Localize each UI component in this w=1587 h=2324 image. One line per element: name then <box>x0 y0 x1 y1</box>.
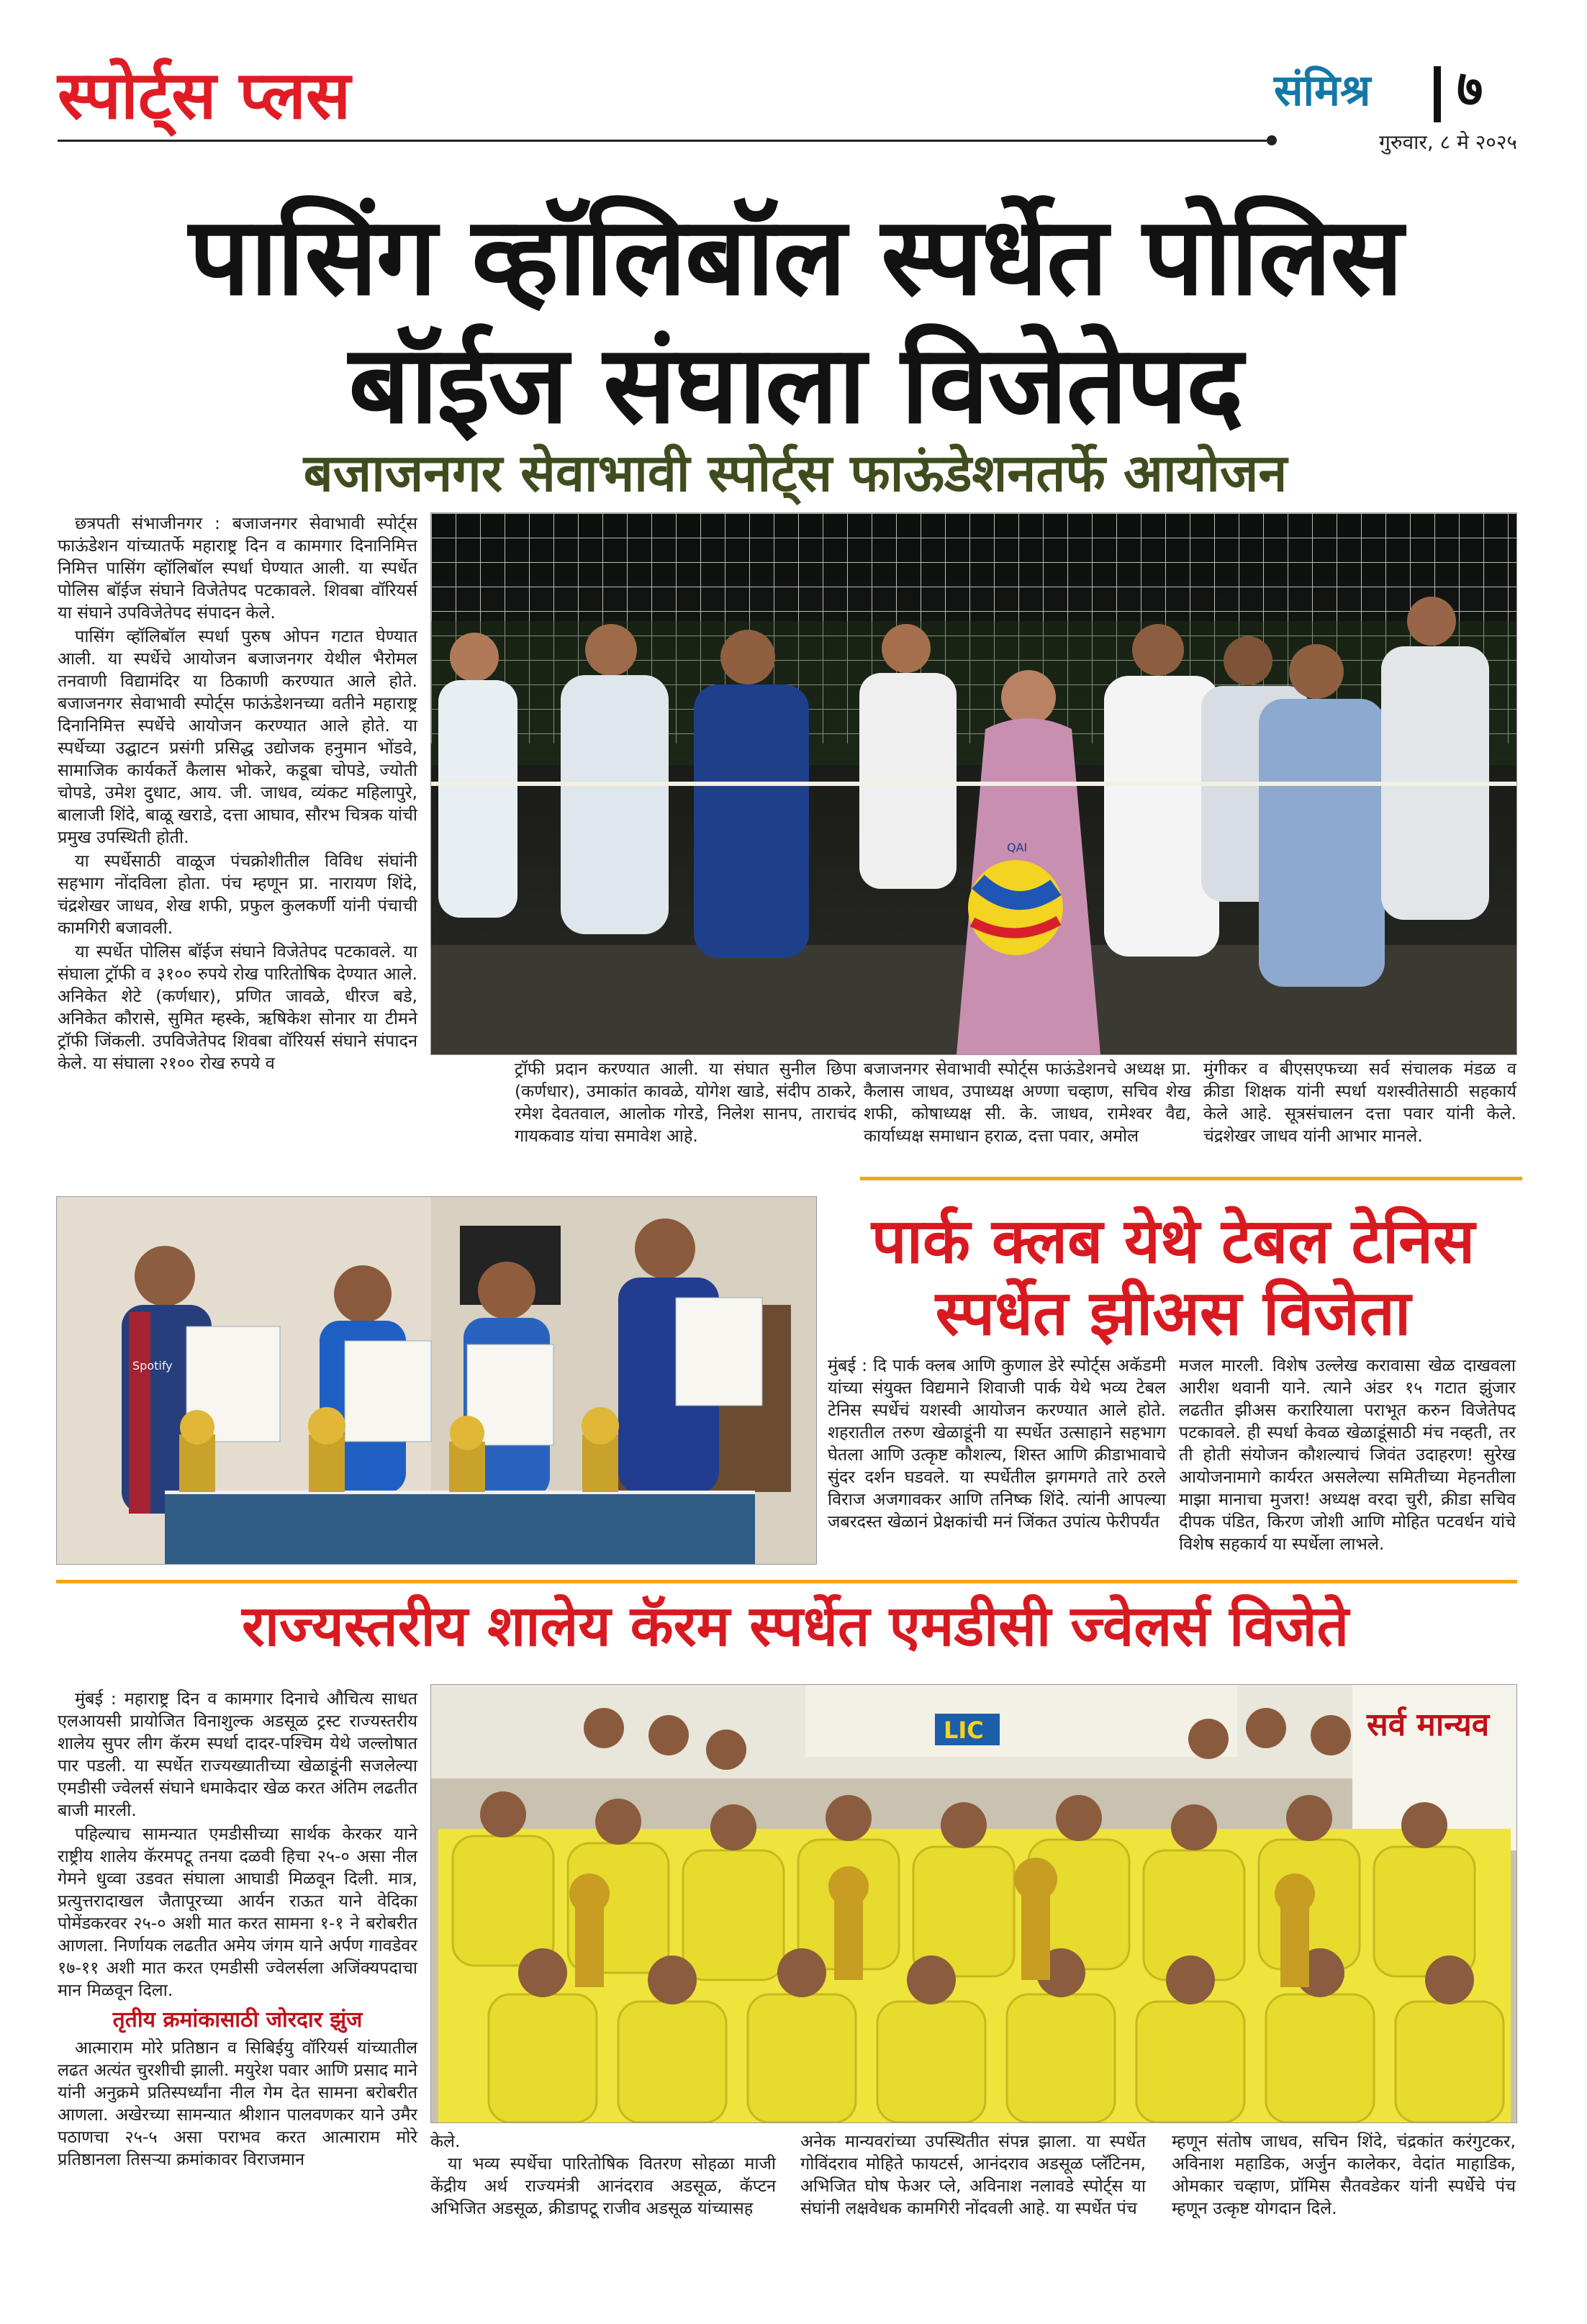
jersey-text: Spotify <box>132 1359 173 1373</box>
story1-column-3: बजाजनगर सेवाभावी स्पोर्ट्स फाऊंडेशनचे अध्यक्ष प्रा. कैलास जाधव, उपाध्यक्ष अण्णा चव्हाण, सचिव शेख शफी, कोषाध्यक्ष सी. के. जाधव, रामेश्वर वैद्य, कार्याध्यक्ष समाधान हराळ, दत्ता पवार, अमोल <box>864 1059 1191 1146</box>
story3-para: मुंबई : महाराष्ट्र दिन व कामगार दिनाचे औचित्य साधत एलआयसी प्रायोजित विनाशुल्क अडसूळ ट्रस्ट राज्यस्तरीय शालेय सुपर लीग कॅरम स्पर्धा दादर-पश्चिम येथे जल्लोषात पार पडली. या स्पर्धेत राज्यख्यातीच्या खेळाडूंनी सजलेल्या एमडीसी ज्वेलर्स संघाने धमाकेदार खेळ करत अंतिम लढतीत बाजी मारली. <box>58 1688 417 1820</box>
story3-para: आत्माराम मोरे प्रतिष्ठान व सिबिईयु वॉरियर्स यांच्यातील लढत अत्यंत चुरशीची झाली. मयुरेश पवार आणि प्रसाद माने यांनी अनुक्रमे प्रतिस्पर्ध्यांना नील गेम देत सामना बरोबरीत आणला. अखेरच्या सामन्यात श्रीशान पालवणकर याने उमैर पठाणचा २५-५ असा पराभव करत आत्माराम मोरे प्रतिष्ठानला तिसऱ्या क्रमांकावर विराजमान <box>58 2038 417 2169</box>
story3-column-3: अनेक मान्यवरांच्या उपस्थितीत संपन्न झाला. या स्पर्धेत गोविंदराव मोहिते फायटर्स, आनंदराव अडसूळ प्लॅटिनम, अभिजित घोष फेअर प्ले, अविनाश नलावडे स्पोर्ट्स या संघांनी लक्षवेधक कामगिरी नोंदवली आहे. या स्पर्धेत पंच <box>800 2131 1146 2218</box>
jersey-text: QAI <box>1007 841 1028 854</box>
story2-column-1: मुंबई : दि पार्क क्लब आणि कुणाल डेरे स्पोर्ट्स अकॅडमी यांच्या संयुक्त विद्यमाने शिवाजी पार्क येथे भव्य टेबल टेनिस स्पर्धेचं यशस्वी आयोजन करण्यात आले होते. शहरातील तरुण खेळाडूंनी या स्पर्धेत उत्साहाने सहभाग घेतला आणि उत्कृष्ट कौशल्य, शिस्त आणि क्रीडाभावाचे सुंदर दर्शन घडवले. या स्पर्धेतील झगमगते तारे ठरले विराज अजगावकर आणि तनिष्क शिंदे. त्यांनी आपल्या जबरदस्त खेळानं प्रेक्षकांची मनं जिंकत उपांत्य फेरीपर्यंत <box>828 1355 1166 1532</box>
section-divider-2 <box>56 1580 1517 1583</box>
banner-text: सर्व मान्यव <box>1367 1706 1490 1743</box>
story1-para: पासिंग व्हॉलिबॉल स्पर्धा पुरुष ओपन गटात घेण्यात आली. या स्पर्धेचे आयोजन बजाजनगर येथील भैरोमल तनवाणी विद्यामंदिर या ठिकाणी करण्यात आले होते. बजाजनगर सेवाभावी स्पोर्ट्स फाऊंडेशनच्या वतीने महाराष्ट्र दिनानिमित्त स्पर्धेचे आयोजन करण्यात आले होते. या स्पर्धेच्या उद्घाटन प्रसंगी प्रसिद्ध उद्योजक हनुमान भोंडवे, सामाजिक कार्यकर्ते कैलास भोकरे, कडूबा चोपडे, ज्योती चोपडे, उमेश दुधाट, आय. जी. जाधव, व्यंकट महिलापुरे, बालाजी शिंदे, बाळू खराडे, दत्ता आघाव, सौरभ चित्रक यांची प्रमुख उपस्थिती होती. <box>58 626 417 847</box>
story2-headline-line1: पार्क क्लब येथे टेबल टेनिस <box>871 1206 1475 1278</box>
story2-headline-line2: स्पर्धेत झीअस विजेता <box>935 1278 1411 1349</box>
masthead-title: स्पोर्ट्स प्लस <box>58 56 351 134</box>
issue-date: गुरुवार, ८ मे २०२५ <box>1379 130 1517 154</box>
table-tennis-photo-image <box>57 1197 816 1564</box>
story2-headline <box>828 1206 1519 1349</box>
story1-para: या स्पर्धेसाठी वाळूज पंचक्रोशीतील विविध संघांनी सहभाग नोंदविला होता. पंच म्हणून प्रा. नारायण शिंदे, चंद्रशेखर जाधव, शेख शफी, प्रफुल कुलकर्णी यांनी पंचाची कामगिरी बजावली. <box>58 851 417 938</box>
page-number: ७ <box>1457 58 1483 118</box>
volleyball-photo <box>430 512 1517 1055</box>
story1-column-2: ट्रॉफी प्रदान करण्यात आली. या संघात सुनील छिपा (कर्णधार), उमाकांत कावळे, योगेश खाडे, संदीप ठाकरे, रमेश देवतवाल, आलोक गोरडे, निलेश सानप, ताराचंद गायकवाड यांचा समावेश आहे. <box>515 1059 856 1146</box>
masthead-rule-dot <box>1267 135 1277 145</box>
story3-para: पहिल्याच सामन्यात एमडीसीच्या सार्थक केरकर याने राष्ट्रीय शालेय कॅरमपटू तनया दळवी हिचा २५-० असा नील गेमने धुव्वा उडवत संघाला आघाडी मिळवून दिली. मात्र, प्रत्युत्तरादाखल जैतापूरच्या आर्यन राऊत याने वेदिका पोमेंडकरवर २५-० अशी मात करत सामना १-१ ने बरोबरीत आणला. निर्णायक लढतीत अमेय जंगम याने अर्पण गावडेवर १७-११ अशी मात करत एमडीसी ज्वेलर्सला अजिंक्यपदाचा मान मिळवून दिला. <box>58 1824 417 2000</box>
story1-headline-line1: पासिंग व्हॉलिबॉल स्पर्धेत पोलिस <box>189 194 1402 320</box>
story1-subhead: बजाजनगर सेवाभावी स्पोर्ट्स फाऊंडेशनतर्फे आयोजन <box>303 443 1288 503</box>
masthead-rule <box>58 140 1267 142</box>
section-name: संमिश्र <box>1274 65 1371 116</box>
section-divider <box>1434 66 1441 122</box>
carrom-photo-image <box>431 1685 1516 2122</box>
story1-para: छत्रपती संभाजीनगर : बजाजनगर सेवाभावी स्पोर्ट्स फाऊंडेशन यांच्यातर्फे महाराष्ट्र दिन व कामगार दिनानिमित्त निमित्त पासिंग व्हॉलिबॉल स्पर्धा घेण्यात आली. या स्पर्धेत पोलिस बॉईज संघाने विजेतेपद पटकावले. शिवबा वॉरियर्स या संघाने उपविजेतेपद संपादन केले. <box>58 513 417 623</box>
lic-logo: LIC <box>944 1717 984 1744</box>
story3-column-4: म्हणून संतोष जाधव, सचिन शिंदे, चंद्रकांत करंगुटकर, अविनाश महाडिक, अर्जुन कालेकर, वेदांत माहाडिक, ओमकार चव्हाण, प्रॉमिस सैतवडेकर यांनी स्पर्धेचे पंच म्हणून उत्कृष्ट योगदान दिले. <box>1172 2131 1516 2218</box>
story3-column-1 <box>58 1688 417 2172</box>
story3-headline: राज्यस्तरीय शालेय कॅरम स्पर्धेत एमडीसी ज्वेलर्स विजेते <box>241 1594 1349 1659</box>
story1-headline <box>43 193 1547 449</box>
story3-column-2 <box>430 2130 776 2221</box>
story1-para: या स्पर्धेत पोलिस बॉईज संघाने विजेतेपद पटकावले. या संघाला ट्रॉफी व ३१०० रुपये रोख पारितोषिक देण्यात आले. अनिकेत शेटे (कर्णधार), प्रणित जावळे, धीरज बडे, अनिकेत कौरासे, सुमित म्हस्के, ऋषिकेश सोनार या टीमने ट्रॉफी जिंकली. उपविजेतेपद शिवबा वॉरियर्स संघाने संपादन केले. या संघाला २१०० रोख रुपये व <box>58 941 417 1073</box>
section-divider-1 <box>860 1177 1522 1180</box>
story3-para: या भव्य स्पर्धेचा पारितोषिक वितरण सोहळा माजी केंद्रीय अर्थ राज्यमंत्री आनंदराव अडसूळ, कॅप्टन अभिजित अडसूळ, क्रीडापटू राजीव अडसूळ यांच्यासह <box>430 2153 776 2218</box>
carrom-photo <box>430 1684 1517 2123</box>
story1-headline-line2: बॉईज संघाला विजेतेपद <box>348 322 1242 448</box>
story1-column-4: मुंगीकर व बीएसएफच्या सर्व संचालक मंडळ व क्रीडा शिक्षक यांनी स्पर्धा यशस्वीतेसाठी सहकार्य केले आहे. सूत्रसंचालन दत्ता पवार यांनी केले. चंद्रशेखर जाधव यांनी आभार मानले. <box>1203 1059 1516 1146</box>
table-tennis-photo <box>56 1196 817 1565</box>
story3-para: केले. <box>430 2131 461 2151</box>
story2-column-2: मजल मारली. विशेष उल्लेख करावासा खेळ दाखवला आरीश थवानी याने. त्याने अंडर १५ गटात झुंजार लढतीत झीअस करारियाला पराभूत करुन विजेतेपद पटकावले. ही स्पर्धा केवळ खेळाडूंसाठी मंच नव्हती, तर ती होती संयोजन कौशल्याचं जिवंत उदाहरण! सुरेख आयोजनामागे कार्यरत असलेल्या समितीच्या मेहनतीला माझा मानाचा मुजरा! अध्यक्ष वरदा चुरी, क्रीडा सचिव दीपक पंडित, किरण जोशी आणि मोहित पटवर्धन यांचे विशेष सहकार्य या स्पर्धेला लाभले. <box>1179 1355 1516 1554</box>
volleyball-photo-image <box>431 513 1516 1054</box>
story3-subsection: तृतीय क्रमांकासाठी जोरदार झुंज <box>112 2007 363 2033</box>
